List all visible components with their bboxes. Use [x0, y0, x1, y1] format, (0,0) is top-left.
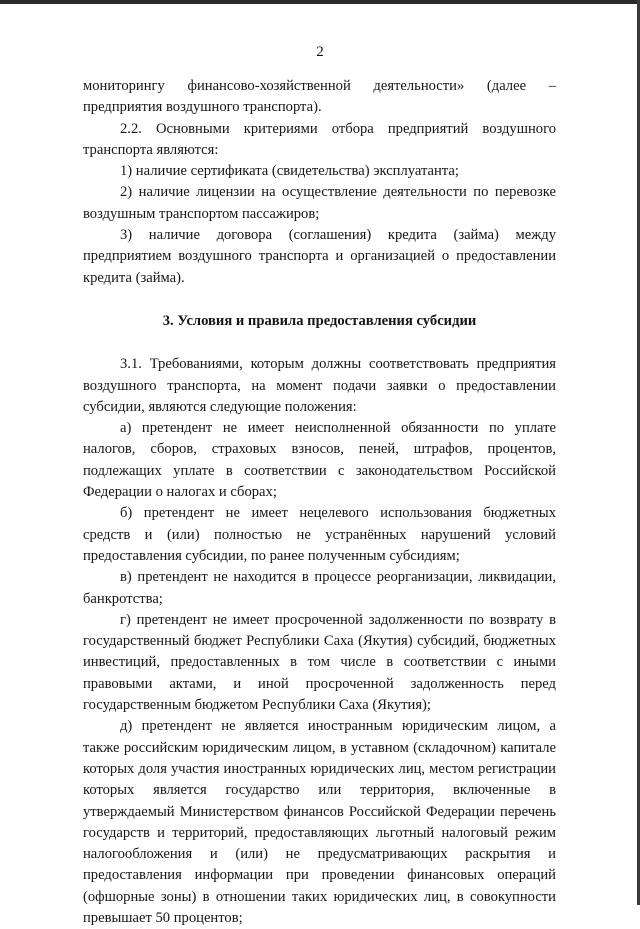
list-item-v: в) претендент не находится в процессе реорганизации, ликвидации, банкротства; — [83, 569, 556, 607]
document-body — [83, 76, 556, 929]
list-item-g: г) претендент не имеет просроченной задолженности по возврату в государственный бюджет Республики Саха (Якутия) субсидий, бюджетных инвестиций, предоставленных в том числе в соответствии с иными правовыми актами, и иной просроченной задолженность перед государственным бюджетом Республики Саха (Якутия); — [83, 611, 556, 714]
list-item-2: 2) наличие лицензии на осуществление деятельности по перевозке воздушным транспортом пассажиров; — [83, 184, 556, 222]
section-heading: 3. Условия и правила предоставления субсидии — [162, 312, 477, 329]
paragraph-3-1: 3.1. Требованиями, которым должны соответствовать предприятия воздушного транспорта, на момент подачи заявки о предоставлении субсидии, являются следующие положения: — [83, 356, 556, 415]
list-item-1: 1) наличие сертификата (свидетельства) эксплуатанта; — [120, 163, 459, 180]
scan-top-edge — [0, 0, 640, 4]
page-number: 2 — [316, 44, 324, 60]
list-item-d: д) претендент не является иностранным юридическим лицом, а также российским юридическим лицом, в уставном (складочном) капитале которых доля участия иностранных юридических лиц, местом регистрации которых является государство или территория, включенные в утверждаемый Министерством финансов Российской Федерации перечень государств и территорий, предоставляющих льготный налоговый режим налогообложения и (или) не предусматривающих раскрытия и предоставления информации при проведении финансовых операций (офшорные зоны) в отношении таких юридических лиц, в совокупности превышает 50 процентов; — [83, 718, 556, 926]
list-item-b: б) претендент не имеет нецелевого использования бюджетных средств и (или) полностью не устранённых нарушений условий предоставления субсидии, по ранее полученным субсидиям; — [83, 505, 556, 564]
list-item-a: а) претендент не имеет неисполненной обязанности по уплате налогов, сборов, страховых взносов, пеней, штрафов, процентов, подлежащих уплате в соответствии с законодательством Российской Федерации о налогах и сборах; — [83, 420, 556, 501]
paragraph-continuation: мониторингу финансово-хозяйственной деятельности» (далее – предприятия воздушного транспорта). — [83, 78, 556, 116]
paragraph-2-2: 2.2. Основными критериями отбора предприятий воздушного транспорта являются: — [83, 120, 556, 158]
list-item-3: 3) наличие договора (соглашения) кредита (займа) между предприятием воздушного транспорта и организацией о предоставлении кредита (займа). — [83, 227, 556, 286]
